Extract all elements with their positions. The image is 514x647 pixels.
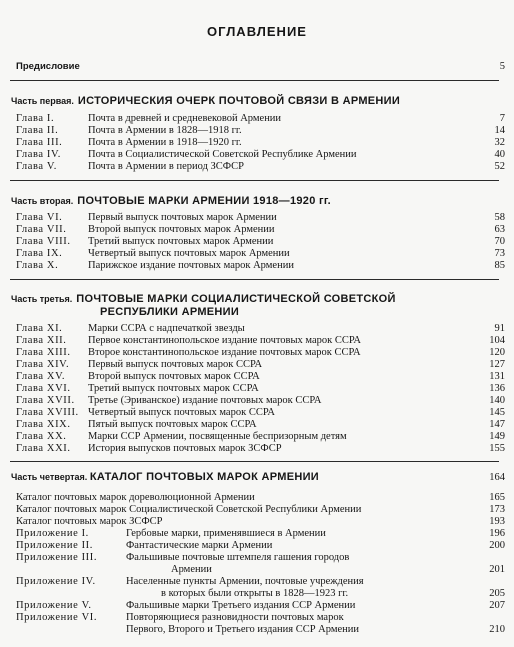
page-number: 140 [489, 395, 505, 406]
chapter-entry[interactable] [16, 443, 505, 454]
appendix-title-continued: в которых были открыты в 1828—1923 гг. [161, 588, 349, 599]
chapter-number: Глава XVIII. [16, 407, 79, 418]
chapter-number: Глава XII. [16, 335, 67, 346]
part-heading [11, 91, 501, 109]
chapter-entry[interactable] [16, 161, 505, 172]
chapter-entry[interactable] [16, 359, 505, 370]
appendix-title: Фантастические марки Армении [126, 540, 273, 551]
chapter-entry[interactable] [16, 371, 505, 382]
page-number: 207 [489, 600, 505, 611]
part-label: Часть вторая. [11, 196, 74, 206]
page-number: 155 [489, 443, 505, 454]
part-title: ПОЧТОВЫЕ МАРКИ АРМЕНИИ 1918—1920 гг. [77, 195, 332, 207]
part-title: КАТАЛОГ ПОЧТОВЫХ МАРОК АРМЕНИИ [89, 471, 319, 483]
page-number: 58 [494, 212, 505, 223]
chapter-title: Почта в Армении в 1828—1918 гг. [88, 125, 242, 136]
part-title: ИСТОРИЧЕСКИЯ ОЧЕРК ПОЧТОВОЙ СВЯЗИ В АРМЕНИИ [77, 95, 401, 107]
chapter-title: Второй выпуск почтовых марок Армении [88, 224, 275, 235]
page-number: 52 [494, 161, 505, 172]
appendix-number: Приложение IV. [16, 576, 96, 587]
page-number: 200 [489, 540, 505, 551]
page-number: 32 [494, 137, 505, 148]
chapter-title: Третье (Эриванское) издание почтовых марок ССРА [88, 395, 322, 406]
page-number: 73 [494, 248, 505, 259]
page-number: 136 [489, 383, 505, 394]
chapter-number: Глава XIX. [16, 419, 71, 430]
divider [10, 279, 499, 280]
appendix-entry[interactable] [16, 552, 505, 576]
part-label: Часть первая. [11, 96, 74, 106]
preface-entry[interactable] [16, 61, 505, 72]
page-number: 104 [489, 335, 505, 346]
appendix-entry[interactable] [16, 600, 505, 611]
page-number: 201 [489, 564, 505, 575]
chapter-entry[interactable] [16, 383, 505, 394]
page-number: 164 [489, 472, 505, 483]
page-number: 210 [489, 624, 505, 635]
page-number: 127 [489, 359, 505, 370]
part-label: Часть третья. [11, 294, 73, 304]
page-number: 120 [489, 347, 505, 358]
chapter-title: Четвертый выпуск почтовых марок Армении [88, 248, 290, 259]
chapter-number: Глава XVI. [16, 383, 71, 394]
chapter-entry[interactable] [16, 149, 505, 160]
divider [10, 461, 499, 462]
chapter-title: Пятый выпуск почтовых марок ССРА [88, 419, 257, 430]
page-number: 14 [494, 125, 505, 136]
appendix-number: Приложение I. [16, 528, 89, 539]
chapter-entry[interactable] [16, 236, 505, 247]
chapter-number: Глава VI. [16, 212, 63, 223]
appendix-title: Повторяющиеся разновидности почтовых марок [126, 612, 344, 623]
page-number: 196 [489, 528, 505, 539]
appendix-entry[interactable] [16, 612, 505, 636]
page-number: 5 [499, 61, 505, 72]
chapter-entry[interactable] [16, 419, 505, 430]
page-number: 205 [489, 588, 505, 599]
appendix-number: Приложение VI. [16, 612, 98, 623]
chapter-title: Третий выпуск почтовых марок Армении [88, 236, 274, 247]
page-number: 145 [489, 407, 505, 418]
chapter-number: Глава XVII. [16, 395, 75, 406]
chapter-number: Глава I. [16, 113, 55, 124]
chapter-number: Глава V. [16, 161, 57, 172]
part-heading-continued [100, 302, 239, 320]
chapter-title: Почта в Социалистической Советской Республике Армении [88, 149, 357, 160]
appendix-title: Фальшивые почтовые штемпеля гашения городов [126, 552, 350, 563]
part-label: Часть четвертая. [11, 472, 88, 482]
chapter-title: Второй выпуск почтовых марок ССРА [88, 371, 260, 382]
chapter-entry[interactable] [16, 395, 505, 406]
chapter-entry[interactable] [16, 407, 505, 418]
chapter-number: Глава IX. [16, 248, 63, 259]
appendix-title-continued: Армении [171, 564, 212, 575]
chapter-number: Глава III. [16, 137, 63, 148]
page-number: 173 [489, 504, 505, 515]
chapter-number: Глава X. [16, 260, 59, 271]
chapter-title: Первое константинопольское издание почтовых марок ССРА [88, 335, 361, 346]
page-number: 149 [489, 431, 505, 442]
chapter-number: Глава VIII. [16, 236, 71, 247]
catalog-title: Каталог почтовых марок Социалистической Советской Республики Армении [16, 504, 362, 515]
chapter-entry[interactable] [16, 248, 505, 259]
page-number: 165 [489, 492, 505, 503]
chapter-number: Глава II. [16, 125, 59, 136]
chapter-title: Почта в древней и средневековой Армении [88, 113, 282, 124]
chapter-title: Четвертый выпуск почтовых марок ССРА [88, 407, 275, 418]
divider [10, 80, 499, 81]
chapter-number: Глава XI. [16, 323, 63, 334]
chapter-entry[interactable] [16, 113, 505, 124]
chapter-number: Глава XX. [16, 431, 67, 442]
appendix-number: Приложение III. [16, 552, 98, 563]
chapter-title: Первый выпуск почтовых марок Армении [88, 212, 277, 223]
chapter-title: Второе константинопольское издание почтовых марок ССРА [88, 347, 361, 358]
chapter-title: Почта в Армении в 1918—1920 гг. [88, 137, 242, 148]
page-number: 91 [494, 323, 505, 334]
catalog-entry[interactable] [16, 504, 505, 515]
chapter-title: Почта в Армении в период ЗСФСР [88, 161, 244, 172]
page-number: 63 [494, 224, 505, 235]
chapter-number: Глава VII. [16, 224, 67, 235]
chapter-number: Глава XV. [16, 371, 66, 382]
chapter-entry[interactable] [16, 335, 505, 346]
part-heading[interactable] [11, 472, 505, 485]
chapter-entry[interactable] [16, 323, 505, 334]
appendix-number: Приложение V. [16, 600, 92, 611]
part-heading [11, 191, 501, 209]
catalog-title: Каталог почтовых марок дореволюционной Армении [16, 492, 255, 503]
page-number: 147 [489, 419, 505, 430]
appendix-title: Населенные пункты Армении, почтовые учреждения [126, 576, 364, 587]
appendix-title-continued: Первого, Второго и Третьего издания ССР Армении [126, 624, 360, 635]
page-number: 131 [489, 371, 505, 382]
part-heading [11, 289, 501, 307]
chapter-entry[interactable] [16, 125, 505, 136]
appendix-entry[interactable] [16, 540, 505, 551]
chapter-title: История выпусков почтовых марок ЗСФСР [88, 443, 282, 454]
chapter-entry[interactable] [16, 260, 505, 271]
chapter-title: Марки ССР Армении, посвященные беспризорным детям [88, 431, 347, 442]
catalog-entry[interactable] [16, 492, 505, 503]
chapter-title: Третий выпуск почтовых марок ССРА [88, 383, 259, 394]
chapter-number: Глава XIII. [16, 347, 71, 358]
chapter-title: Парижское издание почтовых марок Армении [88, 260, 294, 271]
page-title: ОГЛАВЛЕНИЕ [207, 24, 307, 39]
catalog-title: Каталог почтовых марок ЗСФСР [16, 516, 163, 527]
chapter-entry[interactable] [16, 347, 505, 358]
chapter-number: Глава IV. [16, 149, 62, 160]
chapter-entry[interactable] [16, 431, 505, 442]
catalog-entry[interactable] [16, 516, 505, 527]
preface-label: Предисловие [16, 61, 80, 72]
page-number: 85 [494, 260, 505, 271]
chapter-entry[interactable] [16, 137, 505, 148]
chapter-entry[interactable] [16, 224, 505, 235]
appendix-title: Гербовые марки, применявшиеся в Армении [126, 528, 326, 539]
part-title-line2: РЕСПУБЛИКИ АРМЕНИИ [100, 306, 240, 318]
appendix-number: Приложение II. [16, 540, 93, 551]
page-number: 70 [494, 236, 505, 247]
page-number: 193 [489, 516, 505, 527]
chapter-number: Глава XIV. [16, 359, 70, 370]
chapter-number: Глава XXI. [16, 443, 71, 454]
appendix-title: Фальшивые марки Третьего издания ССР Армении [126, 600, 356, 611]
appendix-entry[interactable] [16, 528, 505, 539]
page-number: 7 [499, 113, 505, 124]
page-number: 40 [494, 149, 505, 160]
chapter-entry[interactable] [16, 212, 505, 223]
chapter-title: Первый выпуск почтовых марок ССРА [88, 359, 263, 370]
chapter-title: Марки ССРА с надпечаткой звезды [88, 323, 245, 334]
appendix-entry[interactable] [16, 576, 505, 600]
divider [10, 180, 499, 181]
part-title: ПОЧТОВЫЕ МАРКИ СОЦИАЛИСТИЧЕСКОЙ СОВЕТСКОЙ [76, 293, 396, 305]
